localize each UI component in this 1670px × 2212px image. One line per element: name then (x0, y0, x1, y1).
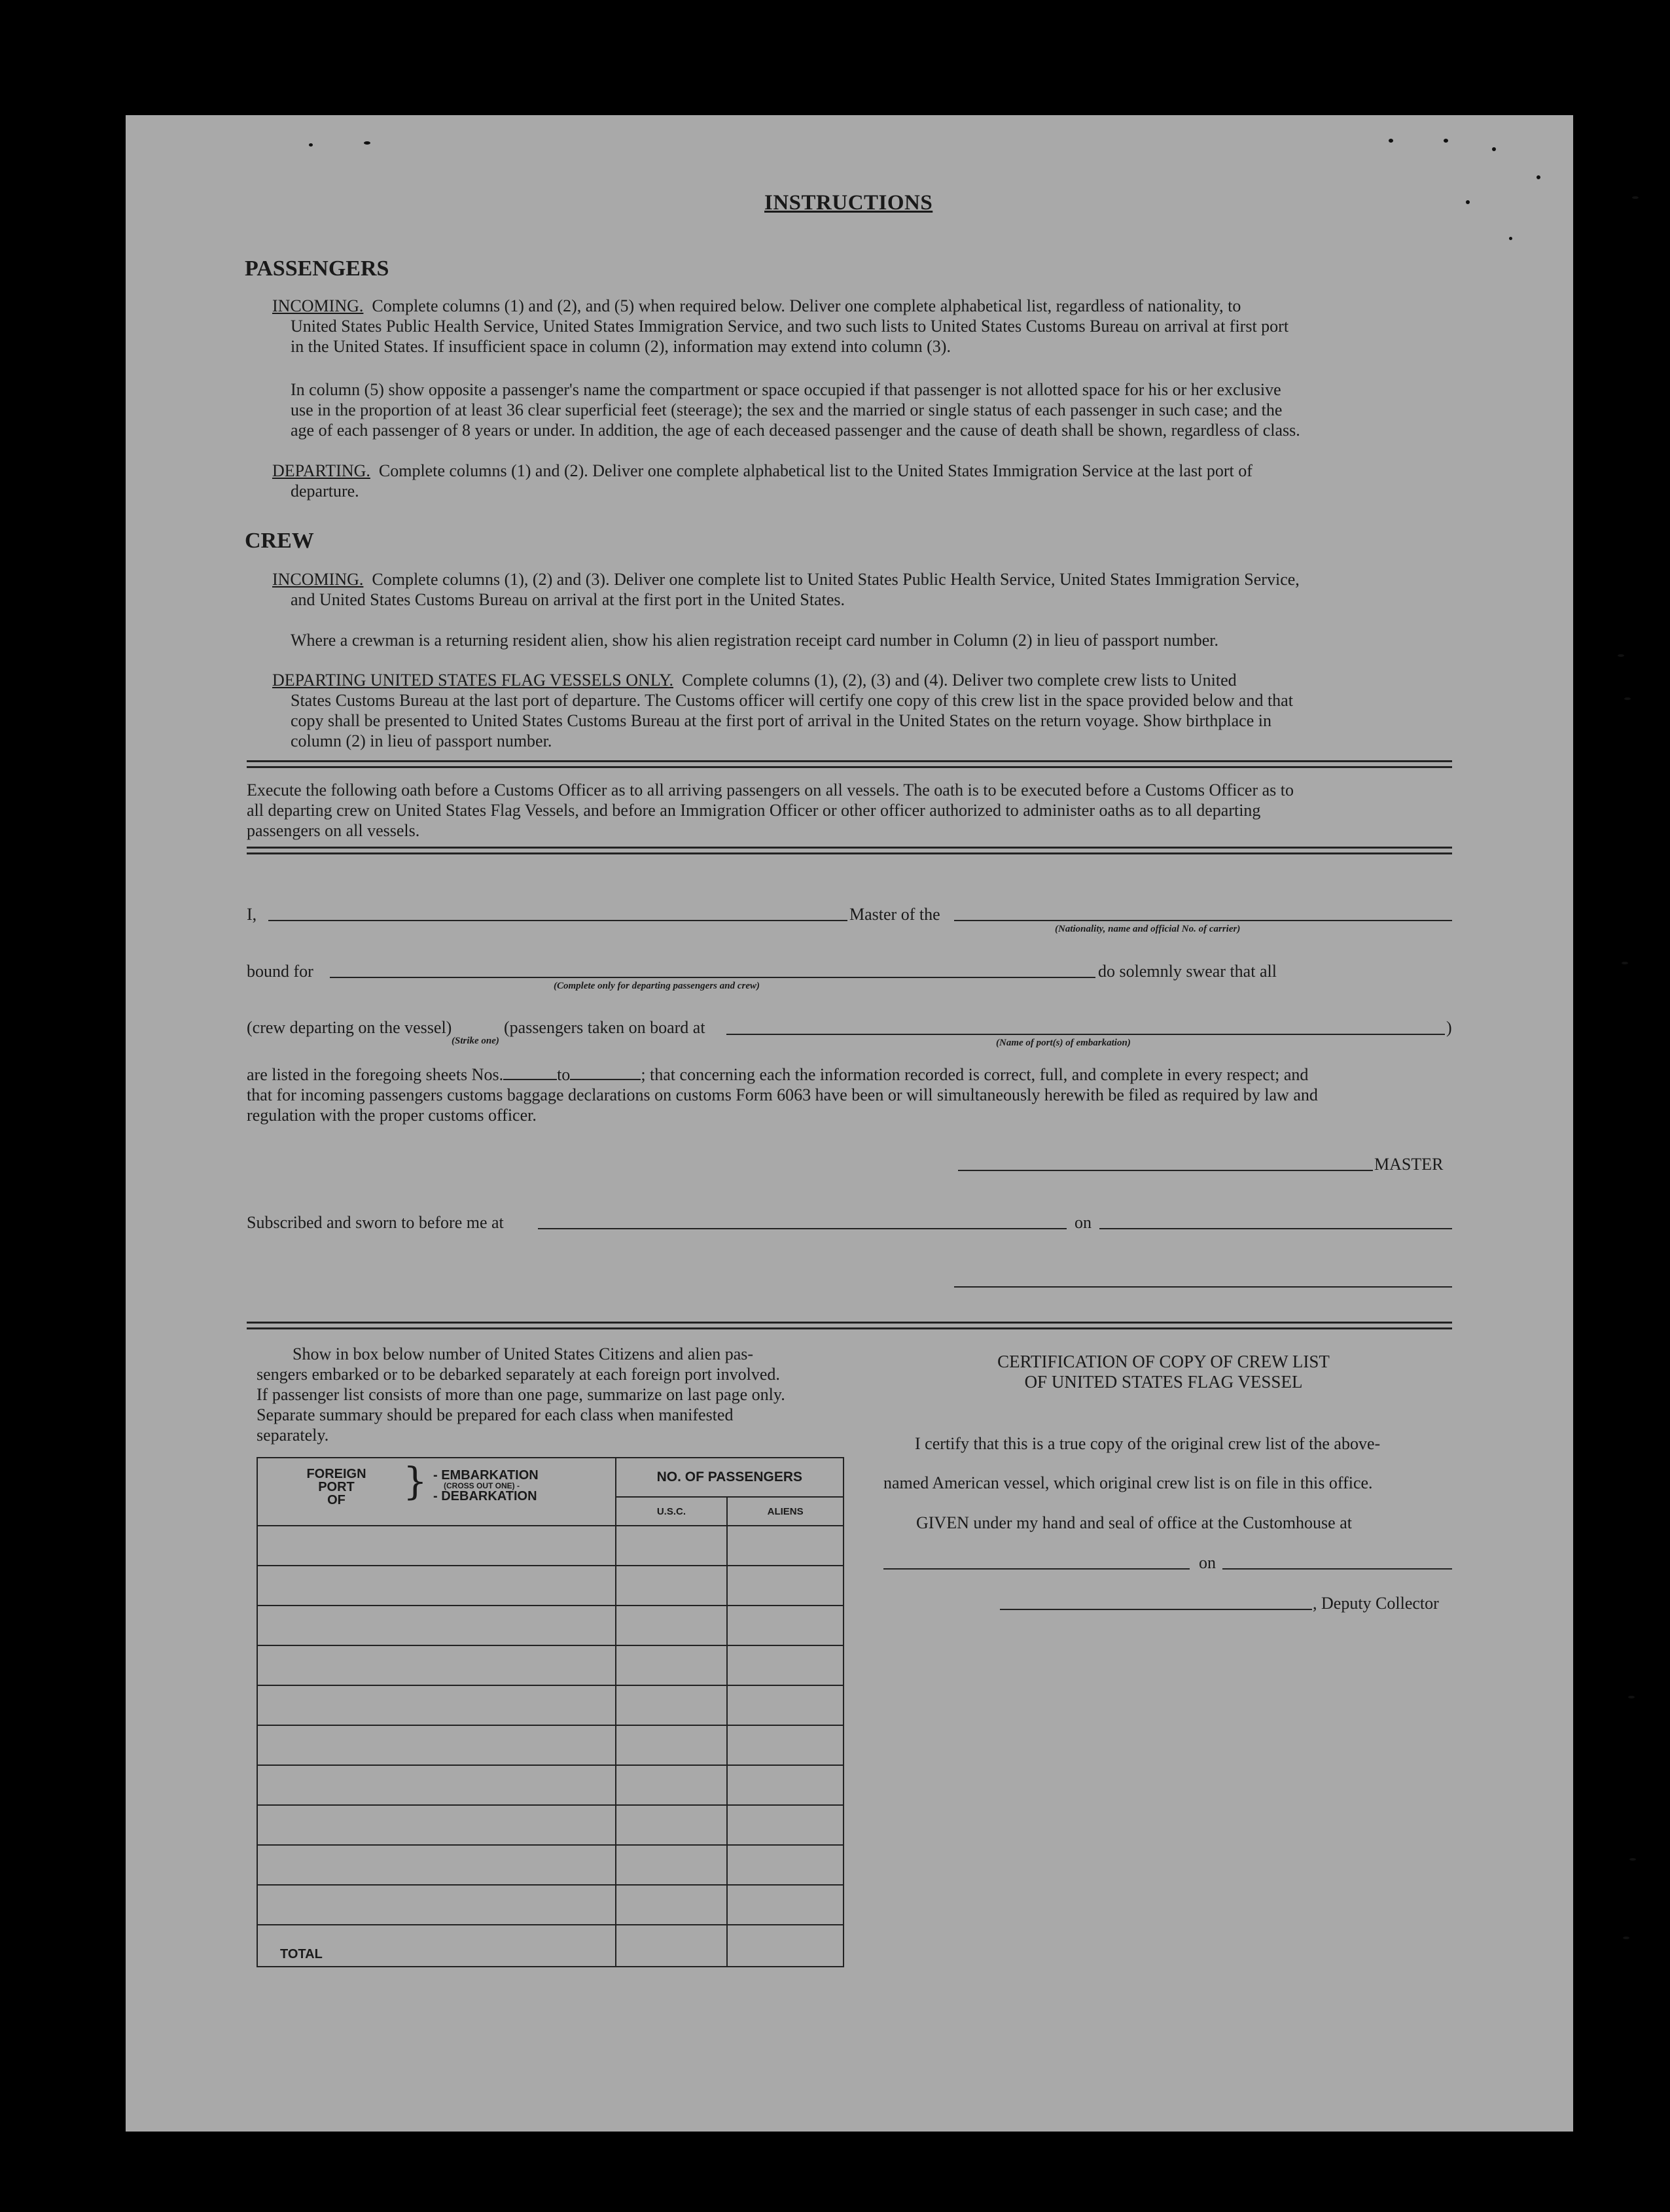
strike-one-caption: (Strike one) (452, 1036, 499, 1046)
speck (1492, 147, 1496, 151)
foreign-port-header (257, 1458, 616, 1526)
passengers-column5-block (291, 379, 1452, 440)
speck (1622, 962, 1628, 964)
crew-departing-line: States Customs Bureau at the last port of departure. The Customs officer will certify one copy of this crew list in the space provided below and that (291, 691, 1293, 710)
crew-departing-block (272, 670, 1452, 751)
to-label: to (557, 1065, 571, 1084)
passengers-heading: PASSENGERS (245, 256, 389, 281)
table-row (257, 1885, 844, 1925)
summary-instructions-line: If passenger list consists of more than one page, summarize on last page only. (257, 1385, 785, 1404)
table-row (257, 1685, 844, 1725)
port-cell[interactable] (257, 1845, 616, 1885)
speck (1618, 654, 1624, 657)
debarkation-option: - DEBARKATION (433, 1489, 537, 1503)
master-signature-field[interactable] (958, 1170, 1373, 1171)
passengers-departing-line: Complete columns (1) and (2). Deliver one complete alphabetical list to the United States Immigration Service at the last port of (378, 461, 1252, 480)
sworn-place-field[interactable] (538, 1228, 1067, 1229)
oath-intro-line: passengers on all vessels. (247, 821, 420, 840)
cross-out-note: (CROSS OUT ONE) - (444, 1481, 520, 1490)
crew-departing-line: copy shall be presented to United States Customs Bureau at the first port of arrival in the United States on the return voyage. Show birthplace in (291, 711, 1271, 730)
passenger-summary-table (257, 1457, 844, 1967)
deputy-collector-signature-field[interactable] (1000, 1609, 1312, 1610)
sworn-on-label: on (1075, 1213, 1092, 1232)
certification-title-line: CERTIFICATION OF COPY OF CREW LIST (997, 1352, 1330, 1371)
total-row (257, 1925, 844, 1967)
passengers-departing-block (272, 461, 1452, 501)
baggage-line: that for incoming passengers customs baggage declarations on customs Form 6063 have been or will simultaneously herewith be filed as required by law and (247, 1085, 1318, 1104)
foreign-port-text: OF (327, 1493, 346, 1507)
aliens-cell[interactable] (727, 1765, 844, 1805)
port-cell[interactable] (257, 1645, 616, 1685)
speck (1444, 139, 1448, 143)
aliens-header: ALIENS (727, 1497, 844, 1526)
table-row (257, 1805, 844, 1845)
aliens-cell[interactable] (727, 1725, 844, 1765)
usc-cell[interactable] (616, 1805, 728, 1845)
total-label: TOTAL (257, 1925, 616, 1967)
table-row (257, 1645, 844, 1685)
speck (1389, 139, 1393, 143)
usc-cell[interactable] (616, 1845, 728, 1885)
master-of-label: Master of the (849, 905, 940, 924)
port-cell[interactable] (257, 1885, 616, 1925)
usc-cell[interactable] (616, 1645, 728, 1685)
master-label: MASTER (1374, 1155, 1444, 1174)
speck (1628, 1696, 1635, 1698)
listed-suffix: ; that concerning each the information recorded is correct, full, and complete in every respect; and (641, 1065, 1309, 1084)
aliens-cell[interactable] (727, 1645, 844, 1685)
aliens-total-cell[interactable] (727, 1925, 844, 1967)
port-cell[interactable] (257, 1526, 616, 1566)
bound-caption: (Complete only for departing passengers and crew) (554, 981, 760, 991)
column5-line: use in the proportion of at least 36 clear superficial feet (steerage); the sex and the married or single status of each passenger in such case; and the (291, 400, 1283, 419)
crew-departing-line: column (2) in lieu of passport number. (291, 731, 552, 750)
speck (1537, 175, 1540, 179)
port-cell[interactable] (257, 1685, 616, 1725)
aliens-cell[interactable] (727, 1606, 844, 1645)
foreign-port-text: PORT (318, 1480, 355, 1494)
usc-cell[interactable] (616, 1885, 728, 1925)
brace-icon: } (403, 1459, 427, 1503)
crew-heading: CREW (245, 529, 314, 553)
speck (1632, 196, 1639, 199)
passengers-departing-line: departure. (291, 482, 359, 500)
usc-cell[interactable] (616, 1526, 728, 1566)
oath-intro-block (247, 780, 1452, 841)
usc-header: U.S.C. (616, 1497, 728, 1526)
usc-cell[interactable] (616, 1685, 728, 1725)
page-title: INSTRUCTIONS (764, 191, 933, 215)
speck (364, 141, 370, 145)
speck (1623, 1937, 1629, 1939)
carrier-caption: (Nationality, name and official No. of carrier) (1055, 924, 1241, 934)
certification-on-label: on (1199, 1553, 1216, 1572)
table-row (257, 1765, 844, 1805)
certification-date-field[interactable] (1222, 1568, 1452, 1570)
certify-line: named American vessel, which original crew list is on file in this office. (883, 1473, 1373, 1492)
port-cell[interactable] (257, 1805, 616, 1845)
certification-title (877, 1352, 1450, 1392)
divider (247, 1322, 1452, 1329)
aliens-cell[interactable] (727, 1845, 844, 1885)
crew-incoming-label: INCOMING. (272, 570, 364, 589)
summary-instructions-line: sengers embarked or to be debarked separately at each foreign port involved. (257, 1365, 780, 1384)
bound-for-field[interactable] (330, 977, 1095, 978)
passengers-departing-label: DEPARTING. (272, 461, 370, 480)
column5-line: In column (5) show opposite a passenger's name the compartment or space occupied if that passenger is not allotted space for his or her exclusive (291, 380, 1281, 399)
close-paren: ) (1446, 1018, 1452, 1037)
no-of-passengers-header: NO. OF PASSENGERS (616, 1458, 844, 1497)
bound-for-label: bound for (247, 962, 313, 981)
aliens-cell[interactable] (727, 1685, 844, 1725)
certification-title-line: OF UNITED STATES FLAG VESSEL (1024, 1372, 1303, 1392)
table-row (257, 1526, 844, 1566)
baggage-line: regulation with the proper customs officer. (247, 1106, 537, 1125)
aliens-cell[interactable] (727, 1566, 844, 1606)
passengers-incoming-line: in the United States. If insufficient space in column (2), information may extend into column (3). (291, 337, 951, 356)
subscribed-label: Subscribed and sworn to before me at (247, 1213, 504, 1232)
aliens-cell[interactable] (727, 1805, 844, 1845)
crew-departing-line: Complete columns (1), (2), (3) and (4). Deliver two complete crew lists to United (682, 671, 1237, 690)
embarkation-option: - EMBARKATION (433, 1468, 539, 1483)
column5-line: age of each passenger of 8 years or under. In addition, the age of each deceased passenger and the cause of death shall be shown, regardless of class. (291, 421, 1300, 440)
embarkation-port-field[interactable] (726, 1034, 1445, 1035)
table-row (257, 1725, 844, 1765)
crew-incoming-block (272, 569, 1452, 610)
given-line: GIVEN under my hand and seal of office at the Customhouse at (916, 1513, 1352, 1532)
oath-i-label: I, (247, 905, 257, 924)
sheet-from-field[interactable] (503, 1066, 557, 1080)
listed-prefix: are listed in the foregoing sheets Nos. (247, 1065, 504, 1084)
master-name-field[interactable] (268, 920, 847, 921)
passengers-incoming-line: United States Public Health Service, United States Immigration Service, and two such lists to United States Customs Bureau on arrival at first port (291, 317, 1289, 336)
table-header-row (257, 1458, 844, 1497)
summary-instructions-line: separately. (257, 1426, 329, 1445)
certify-line: I certify that this is a true copy of the original crew list of the above- (915, 1434, 1381, 1453)
passengers-incoming-block (272, 296, 1452, 357)
usc-cell[interactable] (616, 1765, 728, 1805)
divider (247, 760, 1452, 768)
oath-intro-line: all departing crew on United States Flag Vessels, and before an Immigration Officer or other officer authorized to administer oaths as to all departing (247, 801, 1261, 820)
ports-caption: (Name of port(s) of embarkation) (996, 1038, 1131, 1048)
table-row (257, 1566, 844, 1606)
summary-instructions (257, 1344, 844, 1445)
crew-incoming-line: and United States Customs Bureau on arrival at the first port in the United States. (291, 590, 845, 609)
port-cell[interactable] (257, 1725, 616, 1765)
foreign-port-text: FOREIGN (306, 1467, 366, 1481)
officer-signature-field[interactable] (954, 1286, 1452, 1288)
aliens-cell[interactable] (727, 1526, 844, 1566)
port-cell[interactable] (257, 1765, 616, 1805)
listed-block (247, 1064, 1452, 1125)
sheet-to-field[interactable] (570, 1066, 641, 1080)
speck (1629, 1858, 1636, 1861)
port-cell[interactable] (257, 1606, 616, 1645)
usc-cell[interactable] (616, 1725, 728, 1765)
usc-cell[interactable] (616, 1606, 728, 1645)
usc-cell[interactable] (616, 1566, 728, 1606)
oath-intro-line: Execute the following oath before a Customs Officer as to all arriving passengers on all vessels. The oath is to be executed before a Customs Officer as to (247, 781, 1294, 799)
speck (1509, 237, 1512, 240)
crew-incoming-line: Complete columns (1), (2) and (3). Deliver one complete list to United States Public Health Service, United States Immigration Service, (372, 570, 1300, 589)
passengers-incoming-label: INCOMING. (272, 296, 364, 315)
deputy-collector-label: , Deputy Collector (1313, 1594, 1439, 1613)
speck (1466, 200, 1470, 204)
swear-label: do solemnly swear that all (1098, 962, 1277, 981)
aliens-cell[interactable] (727, 1885, 844, 1925)
carrier-field[interactable] (954, 920, 1452, 921)
summary-instructions-line: Separate summary should be prepared for each class when manifested (257, 1405, 734, 1424)
sworn-date-field[interactable] (1099, 1228, 1452, 1229)
passengers-taken-option: (passengers taken on board at (504, 1018, 705, 1037)
crew-departing-label: DEPARTING UNITED STATES FLAG VESSELS ONLY. (272, 671, 673, 690)
summary-instructions-line: Show in box below number of United States Citizens and alien pas- (293, 1344, 754, 1363)
customhouse-field[interactable] (883, 1568, 1190, 1570)
speck (309, 143, 313, 147)
speck (1624, 697, 1631, 700)
divider (247, 847, 1452, 854)
crew-departing-option: (crew departing on the vessel) (247, 1018, 452, 1037)
crew-resident-line: Where a crewman is a returning resident alien, show his alien registration receipt card number in Column (2) in lieu of passport number. (291, 631, 1219, 650)
port-cell[interactable] (257, 1566, 616, 1606)
passengers-incoming-line: Complete columns (1) and (2), and (5) when required below. Deliver one complete alphabetical list, regardless of nationality, to (372, 296, 1241, 315)
table-row (257, 1845, 844, 1885)
table-row (257, 1606, 844, 1645)
usc-total-cell[interactable] (616, 1925, 728, 1967)
